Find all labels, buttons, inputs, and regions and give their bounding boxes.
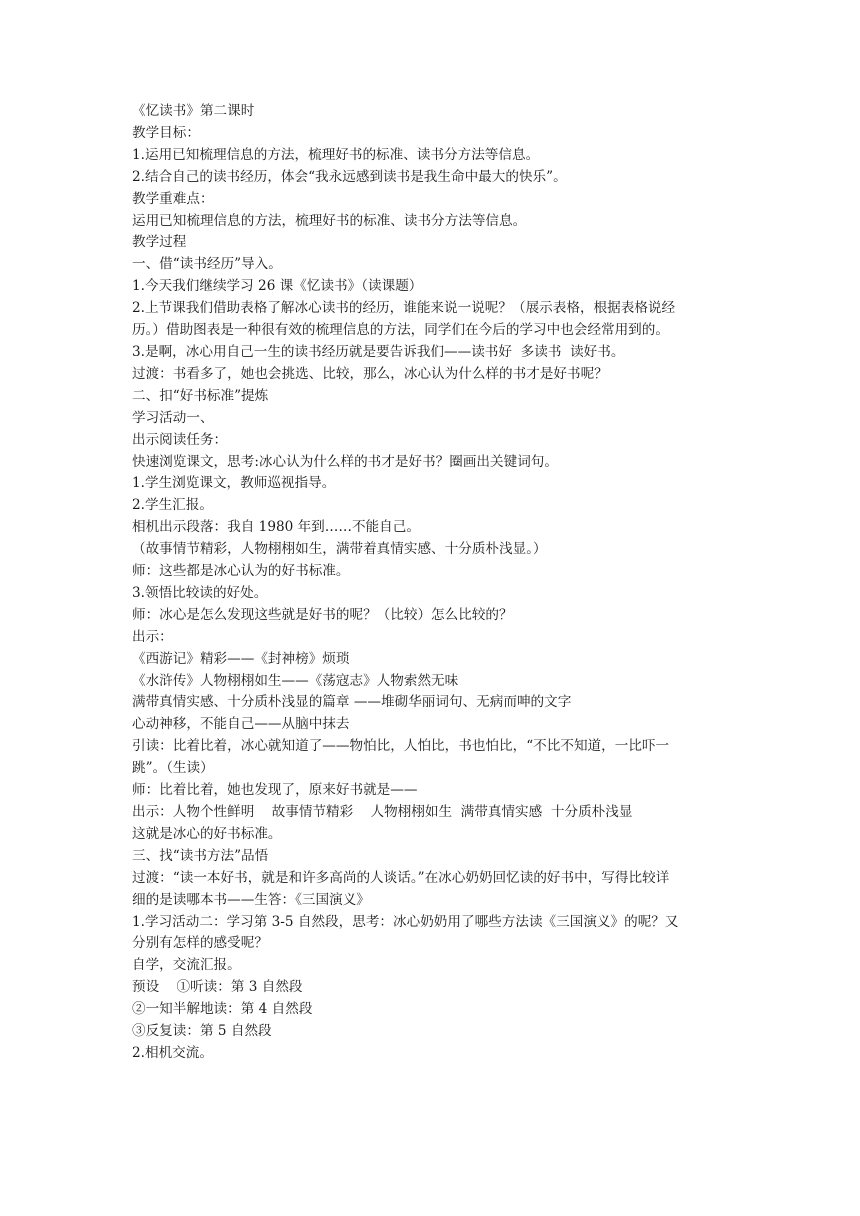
text-line: 跳”。（生读） bbox=[132, 760, 214, 777]
text-line: 1.今天我们继续学习 26 课《忆读书》（读课题） bbox=[132, 278, 423, 295]
text-line: ③反复读：第 5 自然段 bbox=[132, 1023, 272, 1040]
text-line: 分别有怎样的感受呢？ bbox=[132, 935, 268, 952]
text-line: 师：冰心是怎么发现这些就是好书的呢？（比较）怎么比较的？ bbox=[132, 606, 513, 623]
text-line: 学习活动一、 bbox=[132, 409, 214, 426]
text-line: 1.学生浏览课文，教师巡视指导。 bbox=[132, 475, 336, 492]
part-heading: 一、借“读书经历”导入。 bbox=[132, 256, 282, 273]
text-line: 1.运用已知梳理信息的方法，梳理好书的标准、读书分方法等信息。 bbox=[132, 146, 540, 163]
text-line: 出示： bbox=[132, 628, 173, 645]
text-line: 《西游记》精彩——《封神榜》烦琐 bbox=[132, 650, 350, 667]
text-line: 细的是读哪本书——生答：《三国演义》 bbox=[132, 891, 370, 908]
text-line: 1.学习活动二：学习第 3-5 自然段，思考：冰心奶奶用了哪些方法读《三国演义》的呢？又 bbox=[132, 913, 679, 930]
section-heading-process: 教学过程 bbox=[132, 234, 187, 251]
text-line: 2.结合自己的读书经历，体会“我永远感到读书是我生命中最大的快乐”。 bbox=[132, 168, 567, 185]
text-line: 自学，交流汇报。 bbox=[132, 957, 241, 974]
text-line: 心动神移，不能自己——从脑中抹去 bbox=[132, 716, 350, 733]
text-line: 引读：比着比着，冰心就知道了——物怕比，人怕比，书也怕比，“不比不知道，一比吓一 bbox=[132, 738, 670, 755]
text-line: 过渡：书看多了，她也会挑选、比较，那么，冰心认为什么样的书才是好书呢？ bbox=[132, 365, 608, 382]
text-line: 运用已知梳理信息的方法，梳理好书的标准、读书分方法等信息。 bbox=[132, 212, 527, 229]
text-line: 预设 ①听读：第 3 自然段 bbox=[132, 979, 303, 996]
text-line: 2.上节课我们借助表格了解冰心读书的经历，谁能来说一说呢？（展示表格，根据表格说经 bbox=[132, 300, 676, 317]
document-body bbox=[132, 101, 744, 1065]
text-line: 这就是冰心的好书标准。 bbox=[132, 825, 282, 842]
text-line: 3.是啊，冰心用自己一生的读书经历就是要告诉我们——读书好 多读书 读好书。 bbox=[132, 343, 625, 360]
lesson-title: 《忆读书》第二课时 bbox=[132, 103, 255, 119]
text-line: 3.领悟比较读的好处。 bbox=[132, 584, 268, 601]
text-line: 快速浏览课文，思考:冰心认为什么样的书才是好书？圈画出关键词句。 bbox=[132, 453, 558, 470]
text-line: 历。）借助图表是一种很有效的梳理信息的方法，同学们在今后的学习中也会经常用到的。 bbox=[132, 322, 669, 339]
text-line: 过渡：“读一本好书，就是和许多高尚的人谈话。”在冰心奶奶回忆读的好书中，写得比较详 bbox=[132, 869, 670, 886]
text-line: （故事情节精彩，人物栩栩如生，满带着真情实感、十分质朴浅显。） bbox=[132, 541, 547, 558]
text-line: 出示阅读任务： bbox=[132, 431, 228, 448]
text-line: 师：比着比着，她也发现了，原来好书就是—— bbox=[132, 782, 418, 799]
text-line: 2.学生汇报。 bbox=[132, 497, 213, 514]
text-line: 满带真情实感、十分质朴浅显的篇章 ——堆砌华丽词句、无病而呻的文字 bbox=[132, 694, 572, 711]
part-heading: 二、扣“好书标准”提炼 bbox=[132, 387, 269, 404]
text-line: 师：这些都是冰心认为的好书标准。 bbox=[132, 563, 350, 580]
text-line: 《水浒传》人物栩栩如生——《荡寇志》人物索然无味 bbox=[132, 672, 459, 689]
section-heading-goals: 教学目标： bbox=[132, 124, 200, 141]
section-heading-key-points: 教学重难点： bbox=[132, 190, 214, 207]
text-line: 相机出示段落：我自 1980 年到……不能自己。 bbox=[132, 519, 420, 536]
text-line: 出示：人物个性鲜明 故事情节精彩 人物栩栩如生 满带真情实感 十分质朴浅显 bbox=[132, 804, 633, 820]
text-line: ②一知半解地读：第 4 自然段 bbox=[132, 1001, 313, 1018]
part-heading: 三、找“读书方法”品悟 bbox=[132, 847, 269, 864]
text-line: 2.相机交流。 bbox=[132, 1044, 213, 1061]
